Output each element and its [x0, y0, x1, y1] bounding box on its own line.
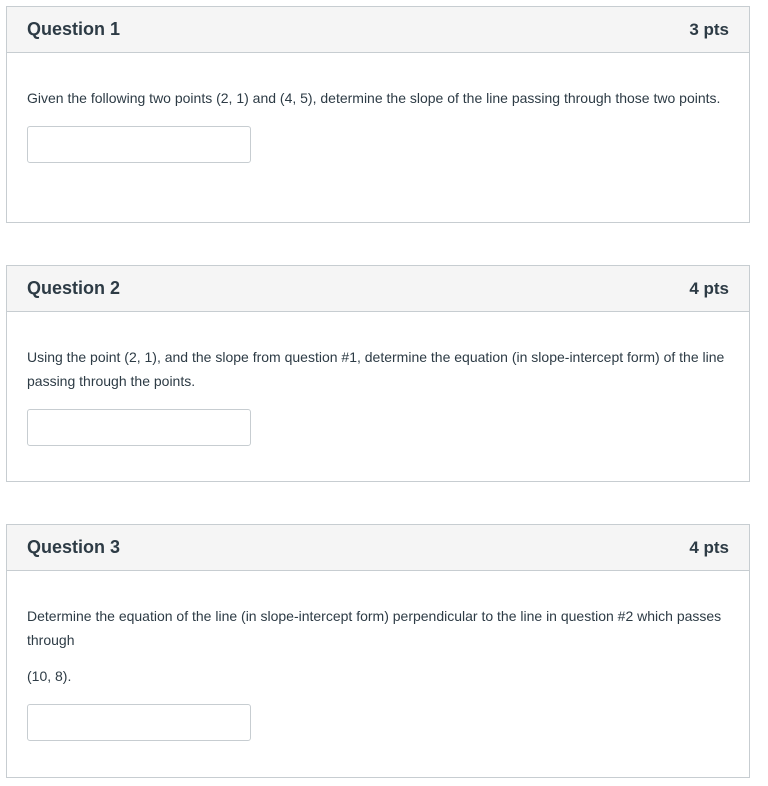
question-1-title: Question 1 [27, 19, 121, 39]
question-3-text: Determine the equation of the line (in slope-intercept form) perpendicular to the line in question #2 which passes through [27, 608, 722, 648]
question-1-points: 3 pts [689, 19, 729, 39]
question-1-text: Given the following two points (2, 1) and (4, 5), determine the slope of the line passing through those two points. [27, 90, 721, 106]
question-3-answer-input[interactable] [27, 704, 251, 741]
question-3-body [7, 571, 749, 741]
question-1-header [7, 7, 749, 53]
question-2-title: Question 2 [27, 278, 121, 298]
question-2-text: Using the point (2, 1), and the slope from question #1, determine the equation (in slope-intercept form) of the line passing through the points. [27, 349, 725, 389]
question-2-header [7, 266, 749, 312]
question-3-header [7, 525, 749, 571]
question-2-answer-input[interactable] [27, 409, 251, 446]
question-3-title: Question 3 [27, 537, 121, 557]
question-2-card [6, 265, 750, 482]
question-3-points: 4 pts [689, 537, 729, 557]
question-1-body [7, 53, 749, 163]
question-1-card [6, 6, 750, 223]
question-2-body [7, 312, 749, 446]
question-3-card [6, 524, 750, 778]
question-2-points: 4 pts [689, 278, 729, 298]
question-3-point-text: (10, 8). [27, 668, 72, 684]
question-1-answer-input[interactable] [27, 126, 251, 163]
